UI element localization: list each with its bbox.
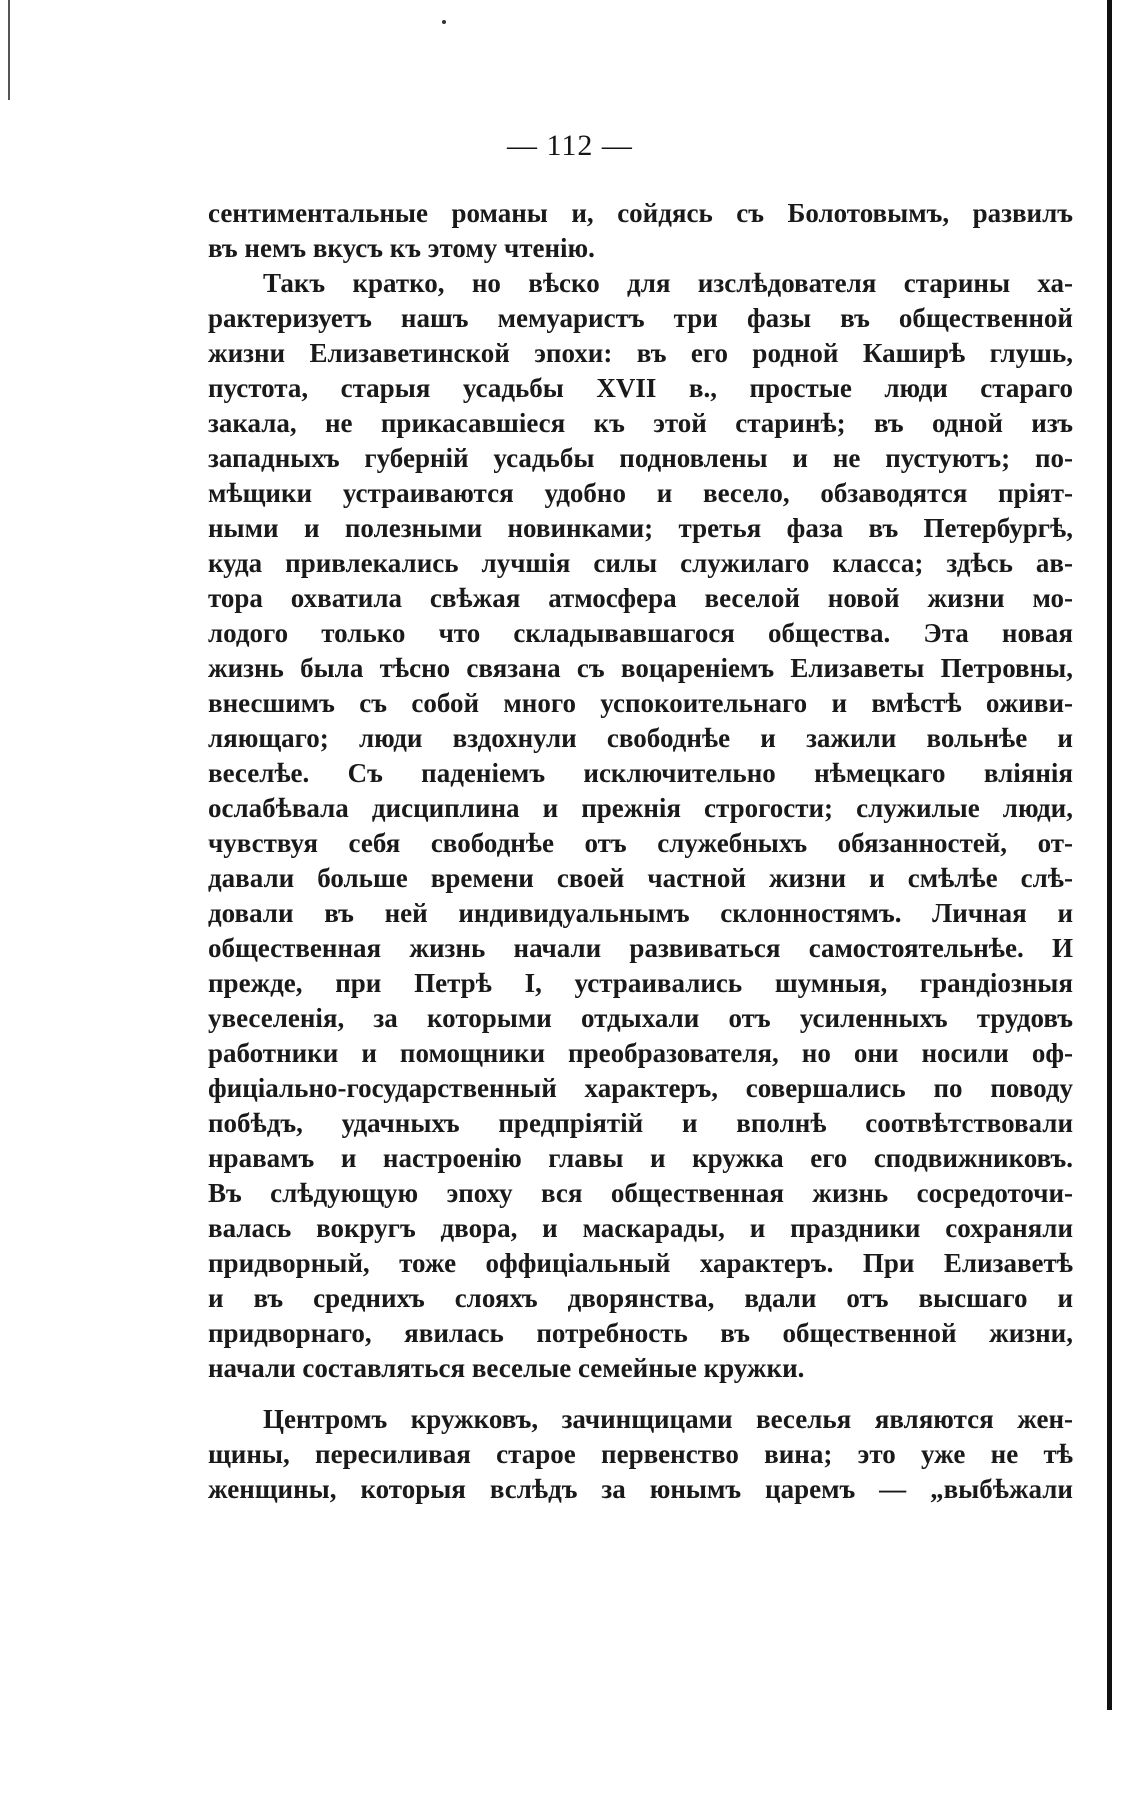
paragraph-gap [208,1386,1073,1402]
text-line: валась вокругъ двора, и маскарады, и праздники сохраняли [208,1213,1073,1243]
text-line: и въ среднихъ слояхъ дворянства, вдали отъ высшаго и [208,1283,1073,1313]
text-line: чувствуя себя свободнѣе отъ служебныхъ обязанностей, от- [208,828,1073,858]
text-line: тора охватила свѣжая атмосфера веселой новой жизни мо- [208,583,1073,613]
paragraph-2 [208,266,1073,1386]
text-line: начали составляться веселые семейные кружки. [208,1353,805,1383]
text-line: ными и полезными новинками; третья фаза въ Петербургѣ, [208,513,1073,543]
page-number: — 112 — [507,129,633,162]
text-line: щины, пересиливая старое первенство вина; это уже не тѣ [208,1439,1073,1469]
text-line: побѣдъ, удачныхъ предпріятій и вполнѣ соотвѣтствовали [208,1108,1073,1138]
text-line: куда привлекались лучшія силы служилаго класса; здѣсь ав- [208,548,1073,578]
text-line: женщины, которыя вслѣдъ за юнымъ царемъ — „выбѣжали [208,1474,1073,1504]
text-line: нравамъ и настроенію главы и кружка его сподвижниковъ. [208,1143,1073,1173]
text-line: веселѣе. Съ паденіемъ исключительно нѣмецкаго вліянія [208,758,1073,788]
text-line: жизни Елизаветинской эпохи: въ его родной Каширѣ глушь, [208,338,1073,368]
page-left-edge [8,0,10,100]
text-line: Центромъ кружковъ, зачинщицами веселья являются жен- [263,1404,1073,1434]
text-line: ослабѣвала дисциплина и прежнія строгости; служилые люди, [208,793,1073,823]
text-line: лодого только что складывавшагося общества. Эта новая [208,618,1073,648]
page-right-edge [1107,0,1112,1710]
text-line: сентиментальные романы и, сойдясь съ Болотовымъ, развилъ [208,198,1073,228]
text-line: довали въ ней индивидуальнымъ склонностямъ. Личная и [208,898,1073,928]
text-line: давали больше времени своей частной жизни и смѣлѣе слѣ- [208,863,1073,893]
text-line: въ немъ вкусъ къ этому чтенію. [208,233,595,263]
text-line: придворный, тоже оффиціальный характеръ. При Елизаветѣ [208,1248,1073,1278]
body-text [208,196,1073,1507]
text-line: работники и помощники преобразователя, но они носили оф- [208,1038,1073,1068]
text-line: ляющаго; люди вздохнули свободнѣе и зажили вольнѣе и [208,723,1073,753]
text-line: жизнь была тѣсно связана съ воцареніемъ Елизаветы Петровны, [208,653,1073,683]
text-line: Такъ кратко, но вѣско для изслѣдователя старины ха- [263,268,1073,298]
text-line: западныхъ губерній усадьбы подновлены и не пустуютъ; по- [208,443,1073,473]
text-line: пустота, старыя усадьбы XVII в., простые люди стараго [208,373,1073,403]
text-line: рактеризуетъ нашъ мемуаристъ три фазы въ общественной [208,303,1073,333]
paragraph-3 [208,1402,1073,1507]
text-line: прежде, при Петрѣ I, устраивались шумныя, грандіозныя [208,968,1073,998]
text-line: фиціально-государственный характеръ, совершались по поводу [208,1073,1073,1103]
ink-speck [442,20,446,24]
text-line: закала, не прикасавшіеся къ этой старинѣ; въ одной изъ [208,408,1073,438]
paragraph-1 [208,196,1073,266]
text-line: общественная жизнь начали развиваться самостоятельнѣе. И [208,933,1073,963]
text-line: мѣщики устраиваются удобно и весело, обзаводятся пріят- [208,478,1073,508]
text-line: увеселенія, за которыми отдыхали отъ усиленныхъ трудовъ [208,1003,1073,1033]
text-line: Въ слѣдующую эпоху вся общественная жизнь сосредоточи- [208,1178,1073,1208]
text-line: внесшимъ съ собой много успокоительнаго и вмѣстѣ оживи- [208,688,1073,718]
text-line: придворнаго, явилась потребность въ общественной жизни, [208,1318,1073,1348]
